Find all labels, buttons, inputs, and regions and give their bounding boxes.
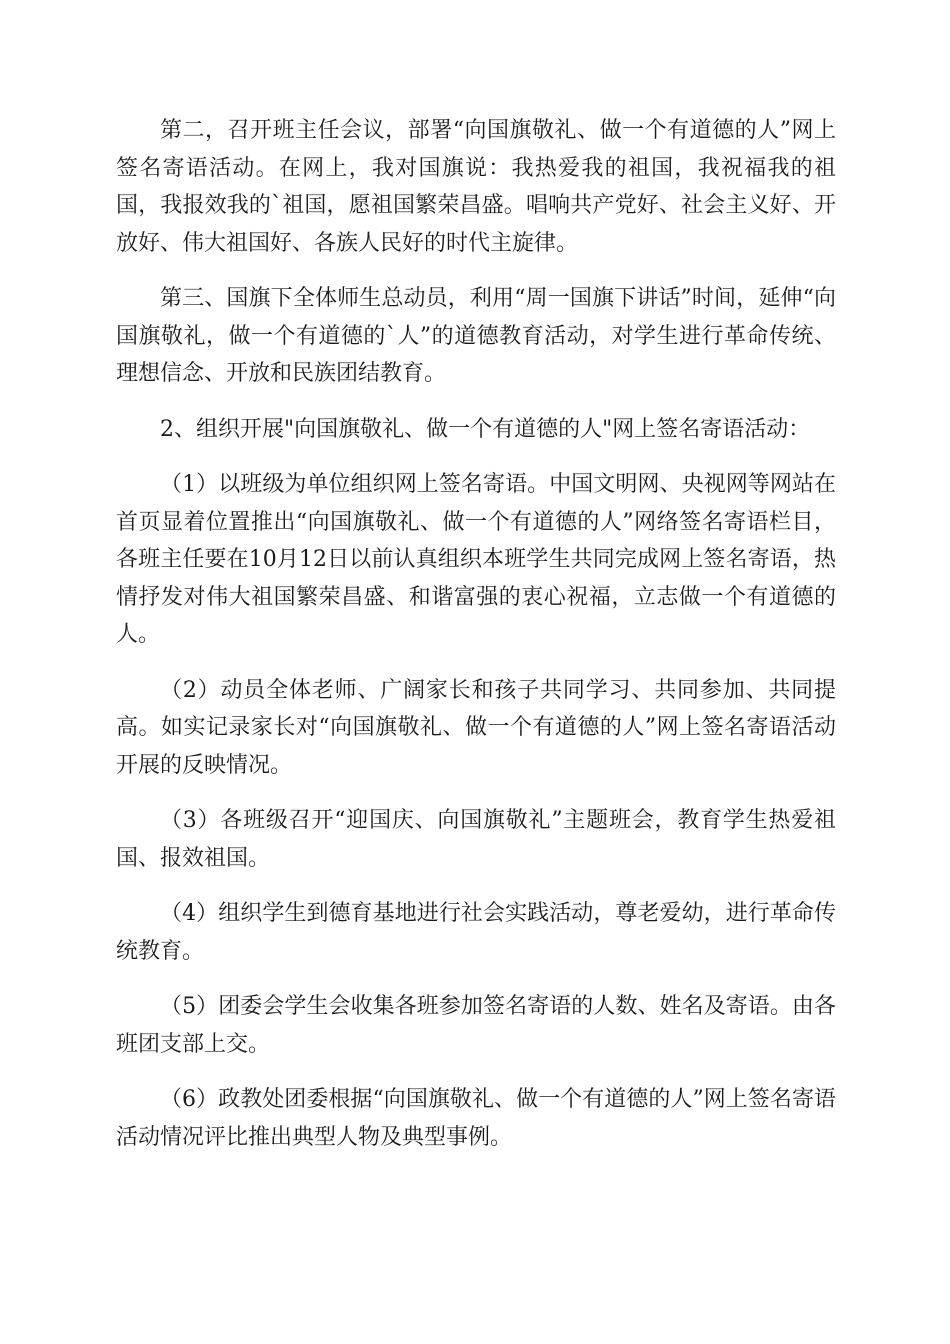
paragraph-item-5: （5）团委会学生会收集各班参加签名寄语的人数、姓名及寄语。由各班团支部上交。 [116, 994, 836, 1057]
paragraph-item-3: （3）各班级召开“迎国庆、向国旗敬礼”主题班会，教育学生热爱祖国、报效祖国。 [116, 808, 836, 871]
paragraph-third: 第三、国旗下全体师生总动员，利用“周一国旗下讲话”时间，延伸“向国旗敬礼，做一个有道德的`人”的道德教育活动，对学生进行革命传统、理想信念、开放和民族团结教育。 [116, 286, 836, 386]
document-body [116, 112, 836, 1174]
paragraph-second: 第二，召开班主任会议，部署“向国旗敬礼、做一个有道德的人”网上签名寄语活动。在网上，我对国旗说：我热爱我的祖国，我祝福我的祖国，我报效我的`祖国，愿祖国繁荣昌盛。唱响共产党好、社会主义好、开放好、伟大祖国好、各族人民好的时代主旋律。 [116, 118, 836, 256]
paragraph-section-2: 2、组织开展"向国旗敬礼、做一个有道德的人"网上签名寄语活动： [160, 416, 811, 442]
paragraph-item-1: （1）以班级为单位组织网上签名寄语。中国文明网、央视网等网站在首页显着位置推出“向国旗敬礼、做一个有道德的人”网络签名寄语栏目，各班主任要在10月12日以前认真组织本班学生共同完成网上签名寄语，热情抒发对伟大祖国繁荣昌盛、和谐富强的衷心祝福，立志做一个有道德的人。 [116, 472, 836, 647]
paragraph-item-4: （4）组织学生到德育基地进行社会实践活动，尊老爱幼，进行革命传统教育。 [116, 901, 836, 964]
paragraph-item-2: （2）动员全体老师、广阔家长和孩子共同学习、共同参加、共同提高。如实记录家长对“向国旗敬礼、做一个有道德的人”网上签名寄语活动开展的反映情况。 [116, 677, 836, 778]
paragraph-item-6: （6）政教处团委根据“向国旗敬礼、做一个有道德的人”网上签名寄语活动情况评比推出典型人物及典型事例。 [116, 1087, 836, 1150]
